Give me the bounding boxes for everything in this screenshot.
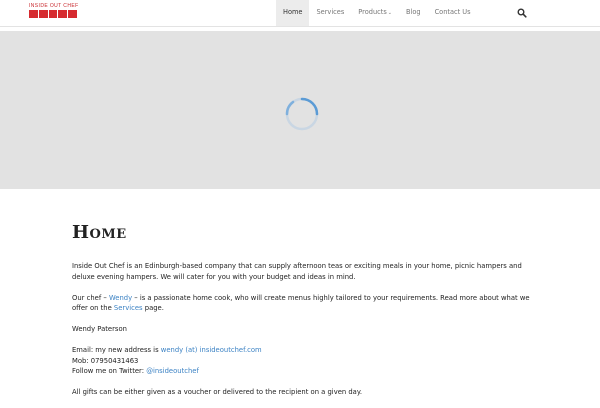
main-nav xyxy=(276,0,478,26)
nav-item-contact-us[interactable] xyxy=(428,0,478,26)
gifts-paragraph: All gifts can be either given as a voucher or delivered to the recipient on a given day. xyxy=(72,388,363,396)
logo-text: INSIDE OUT CHEF xyxy=(29,3,79,9)
top-navbar xyxy=(0,0,600,27)
nav-item-label: Services xyxy=(316,8,345,16)
twitter-prefix: Follow me on Twitter: xyxy=(72,367,147,375)
wendy-link[interactable]: Wendy xyxy=(108,293,133,302)
nav-item-label: Contact Us xyxy=(434,8,471,16)
nav-item-label: Products xyxy=(358,8,387,16)
nav-item-label: Home xyxy=(283,8,303,16)
chef-prefix: Our chef – xyxy=(72,293,109,302)
logo-mark xyxy=(29,10,77,18)
nav-item-label: Blog xyxy=(405,8,421,16)
twitter-link[interactable]: @insideoutchef xyxy=(146,367,199,375)
main-content xyxy=(72,222,532,408)
services-link[interactable]: Services xyxy=(113,304,143,312)
nav-item-home[interactable] xyxy=(276,0,309,26)
email-link[interactable]: wendy (at) insideoutchef.com xyxy=(160,346,262,354)
nav-item-services[interactable] xyxy=(309,0,351,26)
mobile-line: Mob: 07950431463 xyxy=(72,356,139,365)
email-prefix: Email: my new address is xyxy=(72,346,161,354)
search-icon[interactable] xyxy=(517,8,527,18)
nav-item-blog[interactable] xyxy=(399,0,428,26)
page-title: Home xyxy=(72,222,127,243)
loading-spinner xyxy=(284,96,320,132)
chef-paragraph xyxy=(72,293,532,314)
chevron-down-icon: ⌄ xyxy=(387,10,392,16)
chef-suffix: page. xyxy=(142,304,164,312)
intro-paragraph: Inside Out Chef is an Edinburgh-based company that can supply afternoon teas or exciting meals in your home, picnic hampers and deluxe evening hampers. We will cater for you with your budget and ideas in mind. xyxy=(72,262,522,281)
twitter-line xyxy=(72,366,532,377)
site-logo[interactable] xyxy=(29,4,77,19)
nav-item-products[interactable] xyxy=(351,0,399,26)
email-line xyxy=(72,345,532,356)
signature: Wendy Paterson xyxy=(72,325,127,333)
chef-middle: – is a passionate home cook, who will create menus highly tailored to your requirements. Read more about what we offer on the xyxy=(72,293,530,312)
